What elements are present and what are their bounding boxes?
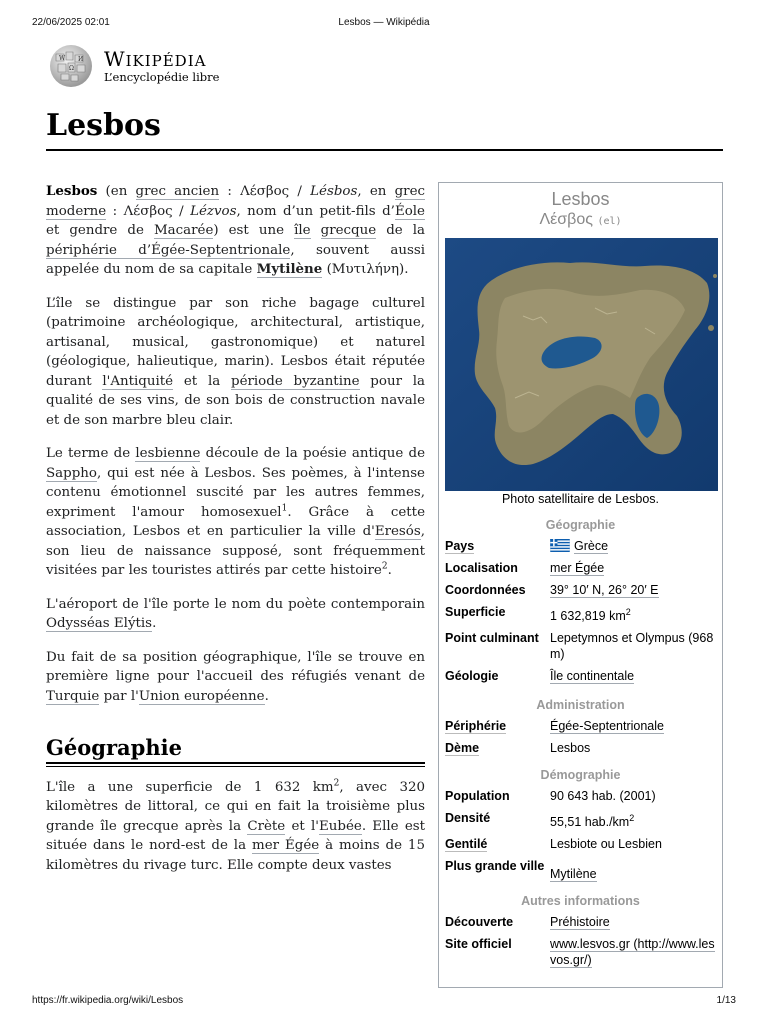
- link-ile-continentale[interactable]: Île continentale: [550, 669, 635, 684]
- print-datetime: 22/06/2025 02:01: [32, 17, 110, 28]
- svg-text:Ω: Ω: [69, 65, 74, 72]
- link-grec-moderne[interactable]: grec moderne: [46, 184, 425, 219]
- svg-text:W: W: [59, 55, 66, 62]
- infobox-title: Lesbos: [551, 189, 610, 209]
- svg-text:И: И: [78, 56, 84, 63]
- article-body: [46, 182, 425, 889]
- paragraph-airport: L'aéroport de l'île porte le nom du poète contemporain Odysséas Elýtis.: [46, 596, 425, 631]
- link-grecque[interactable]: grecque: [320, 223, 377, 238]
- link-peripherie[interactable]: périphérie d’Égée-Septentrionale: [46, 242, 291, 258]
- infobox-section-autres: Autres informations: [521, 894, 640, 909]
- print-url[interactable]: https://fr.wikipedia.org/wiki/Lesbos: [32, 995, 184, 1006]
- print-page-number: 1/13: [716, 995, 736, 1006]
- infobox-row-localisation: Localisation mer Égée: [445, 561, 605, 575]
- link-crete[interactable]: Crète: [247, 818, 286, 834]
- link-antiquite[interactable]: l'Antiquité: [102, 373, 174, 389]
- print-tab-title: Lesbos — Wikipédia: [338, 17, 430, 28]
- infobox-row-site-officiel: Site officiel www.lesvos.gr (http://www.lesvos.gr/): [445, 937, 715, 968]
- wikipedia-globe-logo[interactable]: [46, 44, 96, 88]
- infobox-row-population: Population 90 643 hab. (2001): [445, 789, 656, 804]
- paragraph-intro: Lesbos (en grec ancien : Λέσβος / Lésbos, en grec moderne : Λέσβος / Lézvos, nom d’un petit-fils d’Éole et gendre de Macarée) est une île grecque de la périphérie d’Égée-Septentrionale, souvent aussi appelée du nom de sa capitale Mytilène (Μυτιλήνη).: [46, 183, 425, 277]
- link-mer-egee[interactable]: mer Égée: [252, 838, 320, 853]
- infobox-section-geographie: Géographie: [545, 518, 616, 532]
- wordmark-big: W: [104, 47, 126, 71]
- link-turquie[interactable]: Turquie: [46, 688, 100, 704]
- title-divider: [46, 149, 723, 151]
- infobox-row-densite: Densité 55,51 $hab./km^2$: [445, 811, 635, 830]
- link-periode-byzantine[interactable]: période byzantine: [231, 373, 360, 389]
- link-grec-ancien[interactable]: grec ancien: [135, 184, 220, 199]
- paragraph-geographie: L'île a une superficie de 1 632 $km^2$, avec 320 kilomètres de littoral, ce qui en fait la troisième plus grande île grecque après la Crète et l'Eubée. Elle est située dans le nord-est de la mer Égée à moins de 15 kilomètres du rivage turc. Elle compte deux vastes: [46, 778, 425, 873]
- infobox-section-administration: Administration: [536, 698, 625, 713]
- link-ile[interactable]: île: [294, 223, 311, 238]
- link-grece[interactable]: Grèce: [574, 539, 609, 553]
- paragraph-sappho: Le terme de lesbienne découle de la poésie antique de Sappho, qui est née à Lesbos. Ses poèmes, à l'intense contenu émotionnel suscité par les autres femmes, expriment l'amour homosexuel$^1$. Grâce à cette association, Lesbos et en particulier la ville d'Eresós, son lieu de naissance supposé, sont fréquemment visitées par les touristes attirés par cette histoire$^2$.: [46, 446, 425, 578]
- bold-lesbos: Lesbos: [46, 183, 98, 199]
- infobox: [438, 182, 723, 988]
- greece-flag-icon[interactable]: [550, 539, 570, 552]
- paragraph-culture: L’île se distingue par son riche bagage culturel (patrimoine archéologique, architectural, artistique, artisanal, musical, gastronomique) et naturel (géologique, halieutique, marin). Lesbos était réputée durant l'Antiquité et la période byzantine pour la qualité de ses vins, de son bois de construction navale et de son marbre bleu clair.: [46, 295, 426, 428]
- link-site-officiel[interactable]: www.lesvos.gr (http://www.lesvos.gr/): [550, 937, 715, 968]
- satellite-photo[interactable]: [445, 238, 718, 491]
- infobox-row-plus-grande-ville: Plus grande ville Mytilène: [445, 859, 597, 882]
- link-prehistoire[interactable]: Préhistoire: [550, 915, 610, 930]
- link-sappho[interactable]: Sappho: [46, 465, 97, 481]
- wikipedia-wordmark[interactable]: [104, 47, 219, 84]
- link-eresos[interactable]: Eresós: [374, 524, 421, 539]
- infobox-row-geologie: Géologie Île continentale: [445, 669, 635, 684]
- print-footer: [32, 995, 736, 1006]
- link-macaree[interactable]: Macarée: [153, 223, 214, 238]
- paragraph-refugees: Du fait de sa position géographique, l'île se trouve en première ligne pour l'accueil des réfugiés venant de Turquie par l'Union européenne.: [46, 649, 425, 704]
- lang-code[interactable]: (el): [597, 216, 622, 227]
- wordmark-tagline: L’encyclopédie libre: [104, 70, 220, 84]
- link-mer-egee-infobox[interactable]: mer Égée: [550, 561, 605, 575]
- infobox-section-demographie: Démographie: [540, 768, 621, 783]
- infobox-row-pays: Pays Grèce: [445, 539, 609, 553]
- footnote-2[interactable]: 2: [381, 561, 388, 572]
- print-header: [32, 17, 736, 28]
- infobox-row-deme: Dème Lesbos: [445, 741, 591, 756]
- link-mytilene-infobox[interactable]: Mytilène: [550, 867, 597, 882]
- footnote-1[interactable]: 1: [281, 503, 288, 514]
- infobox-row-gentile: Gentilé Lesbiote ou Lesbien: [445, 837, 662, 852]
- link-eubee[interactable]: Eubée: [318, 818, 362, 834]
- link-egee-septentrionale[interactable]: Égée-Septentrionale: [550, 719, 664, 734]
- infobox-row-peripherie: Périphérie Égée-Septentrionale: [445, 719, 664, 734]
- infobox-subtitle: Λέσβος (el): [539, 211, 622, 228]
- infobox-row-point-culminant: Point culminant Lepetymnos et Olympus (968 m): [445, 631, 714, 662]
- wordmark-rest: IKIPÉDIA: [125, 52, 207, 70]
- infobox-row-coordonnees: Coordonnées 39° 10′ N, 26° 20′ E: [445, 583, 659, 597]
- link-lesbienne[interactable]: lesbienne: [135, 446, 201, 461]
- section-heading-geographie: Géographie: [46, 738, 425, 764]
- page-title: Lesbos: [46, 108, 161, 143]
- link-eole[interactable]: Éole: [394, 203, 425, 219]
- image-caption: Photo satellitaire de Lesbos.: [501, 492, 660, 506]
- link-odysseas-elytis[interactable]: Odysséas Elýtis: [46, 616, 153, 631]
- link-union-europeenne[interactable]: Union européenne: [138, 688, 265, 704]
- infobox-row-superficie: Superficie 1 632,819 $km^2$: [445, 605, 631, 624]
- link-coordonnees[interactable]: 39° 10′ N, 26° 20′ E: [550, 583, 659, 597]
- infobox-row-decouverte: Découverte Préhistoire: [445, 915, 610, 930]
- link-mytilene[interactable]: Mytilène: [256, 261, 323, 277]
